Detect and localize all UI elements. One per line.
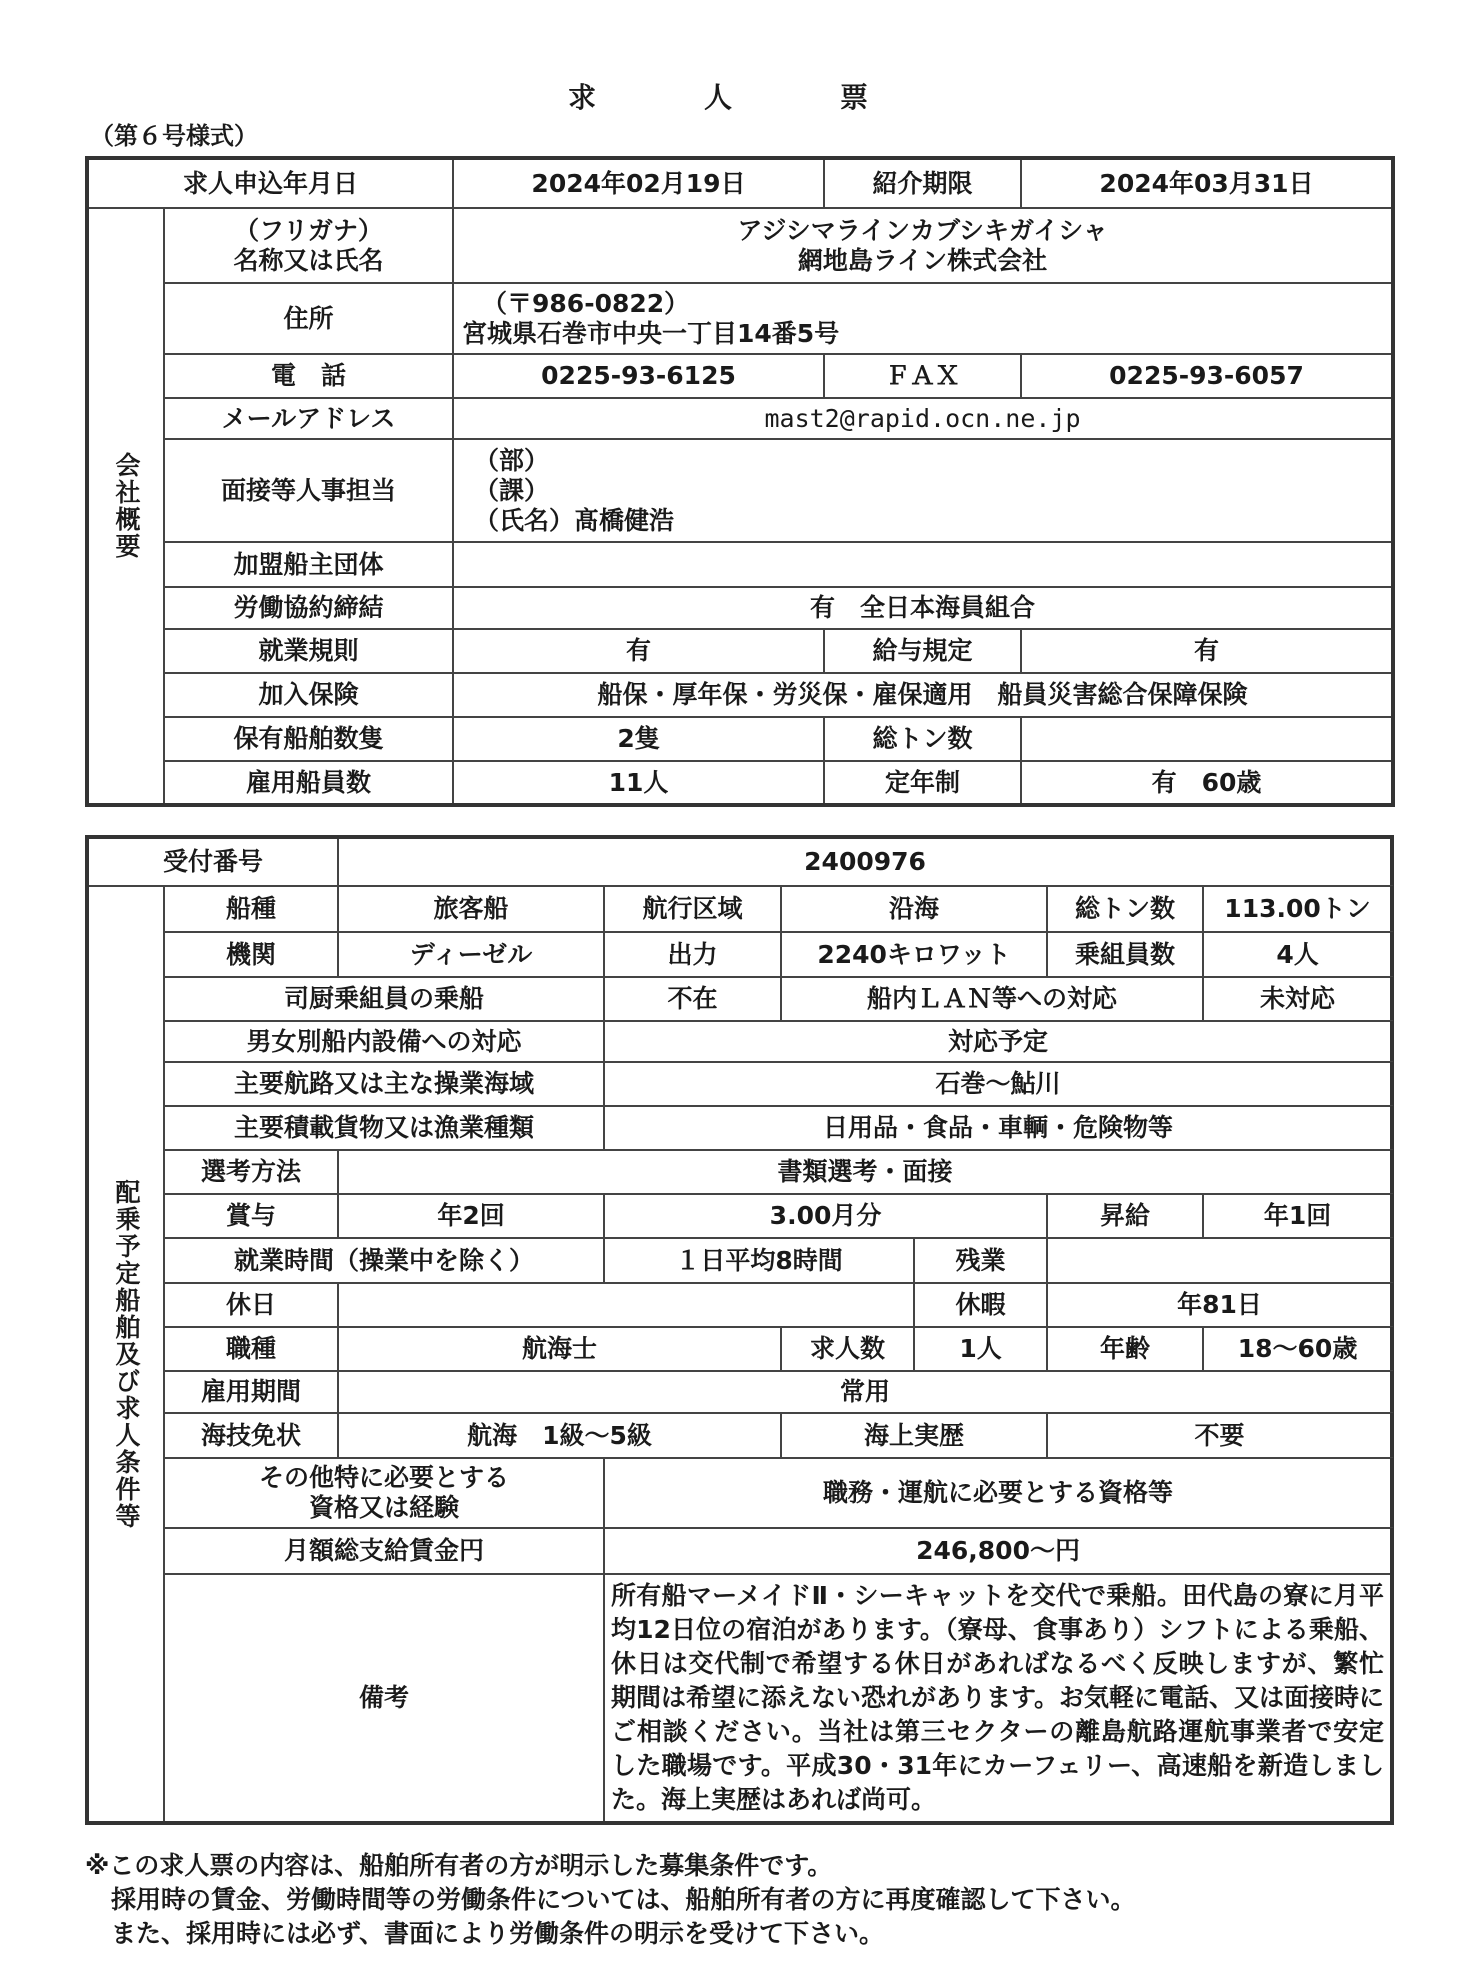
- remarks: 所有船マーメイドⅡ・シーキャットを交代で乗船。田代島の寮に月平均12日位の宿泊があります。（寮母、食事あり）シフトによる乗船、休日は交代制で希望する休日があればなるべく反映しますが、繁忙期間は希望に添えない恐れがあります。お気軽に電話、又は面接時にご相談ください。当社は第三セクターの離島航路運航事業者で安定した職場です。平成30・31年にカーフェリー、高速船を新造しました。海上実歴はあれば尚可。: [604, 1574, 1392, 1823]
- ship-type-label: 船種: [164, 886, 338, 932]
- ships-owned-label: 保有船舶数隻: [164, 717, 453, 761]
- cook: 不在: [604, 977, 781, 1021]
- company-name: [453, 208, 1393, 283]
- application-date-label: 求人申込年月日: [87, 158, 453, 208]
- job-section-label: 配乗予定船舶及び求人条件等: [87, 886, 164, 1823]
- cargo: 日用品・食品・車輌・危険物等: [604, 1106, 1392, 1150]
- other-qual-label: [164, 1458, 604, 1528]
- other-qual-label-1: その他特に必要とする: [259, 1463, 510, 1492]
- selection: 書類選考・面接: [338, 1150, 1392, 1194]
- sea-experience: 不要: [1047, 1413, 1392, 1458]
- pay-rules-label: 給与規定: [824, 629, 1021, 673]
- other-qual: 職務・運航に必要とする資格等: [604, 1458, 1392, 1528]
- output: 2240キロワット: [781, 932, 1047, 977]
- address-text: 宮城県石巻市中央一丁目14番5号: [462, 318, 840, 348]
- hours: １日平均8時間: [604, 1238, 914, 1283]
- overtime-label: 残業: [914, 1238, 1047, 1283]
- engine: ディーゼル: [338, 932, 604, 977]
- footer-notes: [85, 1849, 1391, 1951]
- nav-area: 沿海: [781, 886, 1047, 932]
- application-date: 2024年02月19日: [453, 158, 824, 208]
- hours-label: 就業時間（操業中を除く）: [164, 1238, 604, 1283]
- route-label: 主要航路又は主な操業海域: [164, 1062, 604, 1106]
- email: mast2@rapid.ocn.ne.jp: [453, 398, 1393, 439]
- remarks-label: 備考: [164, 1574, 604, 1823]
- referral-deadline-label: 紹介期限: [824, 158, 1021, 208]
- retirement-label: 定年制: [824, 761, 1021, 805]
- age: 18～60歳: [1203, 1327, 1392, 1371]
- vacation-label: 休暇: [914, 1283, 1047, 1327]
- name-label-text: 名称又は氏名: [233, 245, 384, 275]
- cargo-label: 主要積載貨物又は漁業種類: [164, 1106, 604, 1150]
- gender-facilities: 対応予定: [604, 1021, 1392, 1062]
- crew: 4人: [1203, 932, 1392, 977]
- holidays-label: 休日: [164, 1283, 338, 1327]
- holidays: [338, 1283, 914, 1327]
- contact-label: 面接等人事担当: [164, 439, 453, 542]
- bonus-times: 年2回: [338, 1194, 604, 1238]
- footer-line-1: ※この求人票の内容は、船舶所有者の方が明示した募集条件です。: [85, 1851, 833, 1880]
- work-rules-label: 就業規則: [164, 629, 453, 673]
- labor-agreement: 有 全日本海員組合: [453, 587, 1393, 629]
- page-title: 求 人 票: [567, 81, 908, 114]
- license-label: 海技免状: [164, 1413, 338, 1458]
- employment-period: 常用: [338, 1371, 1392, 1413]
- nav-area-label: 航行区域: [604, 886, 781, 932]
- age-label: 年齢: [1047, 1327, 1203, 1371]
- crew-count-label: 雇用船員数: [164, 761, 453, 805]
- sea-experience-label: 海上実歴: [781, 1413, 1047, 1458]
- company-section-label: 会社概要: [87, 208, 164, 805]
- openings-label: 求人数: [781, 1327, 914, 1371]
- occupation-label: 職種: [164, 1327, 338, 1371]
- output-label: 出力: [604, 932, 781, 977]
- retirement: 有 60歳: [1021, 761, 1393, 805]
- vacation: 年81日: [1047, 1283, 1392, 1327]
- address: [453, 283, 1393, 354]
- license: 航海 1級～5級: [338, 1413, 781, 1458]
- phone: 0225-93-6125: [453, 354, 824, 398]
- crew-count: 11人: [453, 761, 824, 805]
- contact: [453, 439, 1393, 542]
- crew-label: 乗組員数: [1047, 932, 1203, 977]
- company-name-text: 網地島ライン株式会社: [797, 245, 1048, 275]
- job-conditions-table: [85, 835, 1394, 1825]
- lan-label: 船内ＬＡＮ等への対応: [781, 977, 1203, 1021]
- openings: 1人: [914, 1327, 1047, 1371]
- fax: 0225-93-6057: [1021, 354, 1393, 398]
- selection-label: 選考方法: [164, 1150, 338, 1194]
- job-listing-sheet: [85, 80, 1391, 1951]
- gross-tonnage: 113.00トン: [1203, 886, 1392, 932]
- monthly-wage-label: 月額総支給賃金円: [164, 1528, 604, 1574]
- insurance-label: 加入保険: [164, 673, 453, 717]
- labor-agreement-label: 労働協約締結: [164, 587, 453, 629]
- address-label: 住所: [164, 283, 453, 354]
- bonus-amount: 3.00月分: [604, 1194, 1047, 1238]
- cook-label: 司厨乗組員の乗船: [164, 977, 604, 1021]
- reception-no: 2400976: [338, 837, 1392, 886]
- footer-line-2: 採用時の賃金、労働時間等の労働条件については、船舶所有者の方に再度確認して下さい。: [111, 1885, 1136, 1914]
- overtime: [1047, 1238, 1392, 1283]
- contact-dept: （部）: [474, 445, 550, 475]
- fax-label: ＦＡＸ: [824, 354, 1021, 398]
- shipowner-group-label: 加盟船主団体: [164, 542, 453, 587]
- reception-no-label: 受付番号: [87, 837, 338, 886]
- total-tonnage-label: 総トン数: [824, 717, 1021, 761]
- contact-name: （氏名）髙橋健浩: [474, 505, 675, 535]
- employment-period-label: 雇用期間: [164, 1371, 338, 1413]
- insurance: 船保・厚年保・労災保・雇保適用 船員災害総合保障保険: [453, 673, 1393, 717]
- monthly-wage: 246,800～円: [604, 1528, 1392, 1574]
- phone-label: 電 話: [164, 354, 453, 398]
- form-number: （第６号様式）: [90, 122, 258, 150]
- raise-label: 昇給: [1047, 1194, 1203, 1238]
- company-furigana: アジシマラインカブシキガイシャ: [737, 215, 1108, 245]
- name-label: [164, 208, 453, 283]
- bonus-label: 賞与: [164, 1194, 338, 1238]
- postal-code: （〒986-0822）: [482, 288, 690, 318]
- referral-deadline: 2024年03月31日: [1021, 158, 1393, 208]
- gross-tonnage-label: 総トン数: [1047, 886, 1203, 932]
- shipowner-group: [453, 542, 1393, 587]
- total-tonnage: [1021, 717, 1393, 761]
- work-rules: 有: [453, 629, 824, 673]
- footer-line-3: また、採用時には必ず、書面により労働条件の明示を受けて下さい。: [111, 1919, 885, 1948]
- ship-type: 旅客船: [338, 886, 604, 932]
- company-overview-table: [85, 156, 1395, 807]
- pay-rules: 有: [1021, 629, 1393, 673]
- other-qual-label-2: 資格又は経験: [309, 1493, 460, 1522]
- email-label: メールアドレス: [164, 398, 453, 439]
- route: 石巻～鮎川: [604, 1062, 1392, 1106]
- engine-label: 機関: [164, 932, 338, 977]
- furigana-label: （フリガナ）: [234, 215, 383, 245]
- lan: 未対応: [1203, 977, 1392, 1021]
- raise: 年1回: [1203, 1194, 1392, 1238]
- occupation: 航海士: [338, 1327, 781, 1371]
- ships-owned: 2隻: [453, 717, 824, 761]
- gender-facilities-label: 男女別船内設備への対応: [164, 1021, 604, 1062]
- contact-section: （課）: [474, 475, 550, 505]
